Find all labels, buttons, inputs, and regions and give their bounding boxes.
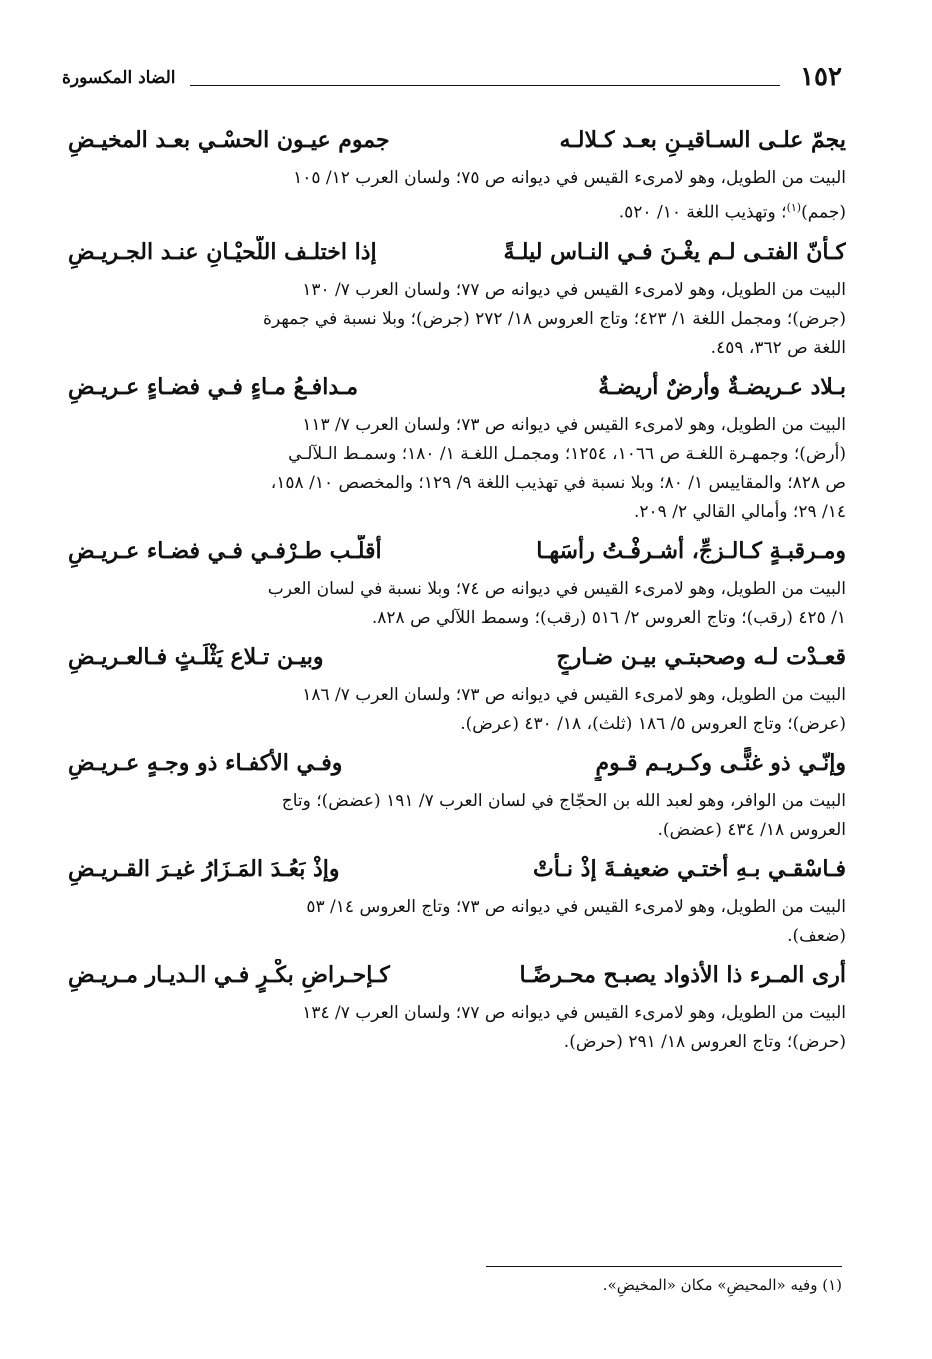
commentary-line: البيت من الطويل، وهو لامرىء القيس في ديوانه ص ٧٧؛ ولسان العرب ٧/ ١٣٤ [302,1002,846,1023]
second-hemistich: وبيـن تـلاع يَثْلَـثٍ فـالعـريـضِ [68,643,324,670]
footnote-reference: (١) [786,201,802,214]
second-hemistich: مـدافـعُ مـاءٍ فـي فضـاءٍ عـريـضِ [68,373,359,400]
commentary-line: (عرض)؛ وتاج العروس ٥/ ١٨٦ (ثلث)، ١٨/ ٤٣٠ (عرض). [460,713,846,734]
verse-line [68,853,846,887]
first-hemistich: بـلاد عـريضـةٌ وأرضٌ أريضـةٌ [598,373,846,400]
second-hemistich: أقلّـب طـرْفـي فـي فضـاء عـريـضِ [68,537,382,564]
first-hemistich: وإنّـي ذو غنًّـى وكـريـم قـومٍ [595,749,846,776]
commentary-line: البيت من الطويل، وهو لامرىء القيس في ديوانه ص ٧٤؛ وبلا نسبة في لسان العرب [267,578,846,599]
footnote-rule [486,1266,842,1267]
commentary [68,999,846,1057]
verse-entry [68,236,846,363]
verse-entry [68,747,846,845]
first-hemistich: ومـرقبـةٍ كـالـزجِّ، أشـرفْـتُ رأسَهـا [536,537,846,564]
verse-line [68,535,846,569]
commentary [68,411,846,527]
first-hemistich: يجمّ علـى السـاقيـنِ بعـد كـلالـه [559,127,846,153]
second-hemistich: وإذْ بَعُـدَ المَـزَارُ غيـرَ القـريـضِ [68,855,340,882]
page-body [68,116,846,1057]
commentary-line: البيت من الطويل، وهو لامرىء القيس في ديوانه ص ٧٣؛ ولسان العرب ٧/ ١١٣ [302,414,846,435]
verse-entry [68,535,846,633]
commentary-line: ١/ ٤٢٥ (رقب)؛ وتاج العروس ٢/ ٥١٦ (رقب)؛ وسمط اللآلي ص ٨٢٨. [371,607,846,628]
commentary-line: العروس ١٨/ ٤٣٤ (عضض). [657,819,846,840]
commentary-line: (أرض)؛ وجمهـرة اللغـة ص ١٠٦٦، ١٢٥٤؛ ومجمـل اللغـة ١/ ١٨٠؛ وسمـط الـلآلـي [288,443,846,464]
second-hemistich: كـإحـراضِ بكْـرٍ فـي الـديـار مـريـضِ [68,961,390,988]
verse-line [68,371,846,405]
first-hemistich: قعـدْت لـه وصحبتـي بيـن ضـارجٍ [556,643,846,670]
commentary-line: البيت من الطويل، وهو لامرىء القيس في ديوانه ص ٧٥؛ ولسان العرب ١٢/ ١٠٥ [293,168,846,188]
commentary-line: البيت من الوافر، وهو لعبد الله بن الحجّاج في لسان العرب ٧/ ١٩١ (عضض)؛ وتاج [281,790,846,811]
commentary [68,787,846,845]
commentary-line: البيت من الطويل، وهو لامرىء القيس في ديوانه ص ٧٣؛ وتاج العروس ١٤/ ٥٣ [306,896,846,917]
header-rule [190,85,780,86]
page-number: ١٥٢ [800,62,842,92]
second-hemistich: وفـي الأكفـاء ذو وجـهٍ عـريـضِ [68,749,343,776]
commentary-line: (جرض)؛ ومجمل اللغة ١/ ٤٢٣؛ وتاج العروس ١٨/ ٢٧٢ (جرض)؛ وبلا نسبة في جمهرة [263,308,846,329]
commentary-line: ١٤/ ٢٩؛ وأمالي القالي ٢/ ٢٠٩. [634,501,846,522]
commentary-line: (ضعف). [787,925,846,946]
running-title: الضاد المكسورة [62,68,176,88]
verse-entry [68,371,846,527]
commentary-line: البيت من الطويل، وهو لامرىء القيس في ديوانه ص ٧٣؛ ولسان العرب ٧/ ١٨٦ [302,684,846,705]
page-header [62,60,842,94]
verse-line [68,236,846,270]
first-hemistich: كـأنّ الفتـى لـم يغْـنَ فـي النـاس ليلـةً [503,238,846,265]
verse-line [68,124,846,158]
commentary-line: ؛ وتهذيب اللغة ١٠/ ٥٢٠. [618,202,787,223]
commentary [68,681,846,739]
verse-entry [68,641,846,739]
first-hemistich: أرى المـرء ذا الأذواد يصبـح محـرضًـا [519,961,846,988]
verse-line [68,959,846,993]
first-hemistich: فـاسْقـي بـهِ أختـي ضعيفـةَ إذْ نـأَتْ [533,855,846,882]
verse-entry [68,124,846,228]
commentary [68,164,846,228]
commentary-line: اللغة ص ٣٦٢، ٤٥٩. [710,337,846,358]
commentary-line: (حرض)؛ وتاج العروس ١٨/ ٢٩١ (حرض). [563,1031,846,1052]
verse-entry [68,853,846,951]
commentary [68,575,846,633]
commentary [68,276,846,363]
second-hemistich: إذا اختلـف اللّحيْـانِ عنـد الجـريـضِ [68,238,377,265]
verse-entry [68,959,846,1057]
second-hemistich: جموم عيـون الحسْـي بعـد المخيـضِ [68,127,390,153]
footnote: (١) وفيه «المحيضِ» مكان «المخيضِ». [602,1276,842,1294]
verse-line [68,641,846,675]
commentary-line: ص ٨٢٨؛ والمقاييس ١/ ٨٠؛ وبلا نسبة في تهذيب اللغة ٩/ ١٢٩؛ والمخصص ١٠/ ١٥٨، [270,472,846,493]
verse-line [68,747,846,781]
commentary-line: البيت من الطويل، وهو لامرىء القيس في ديوانه ص ٧٧؛ ولسان العرب ٧/ ١٣٠ [302,279,846,300]
commentary-line: (جمم) [801,202,846,223]
commentary [68,893,846,951]
